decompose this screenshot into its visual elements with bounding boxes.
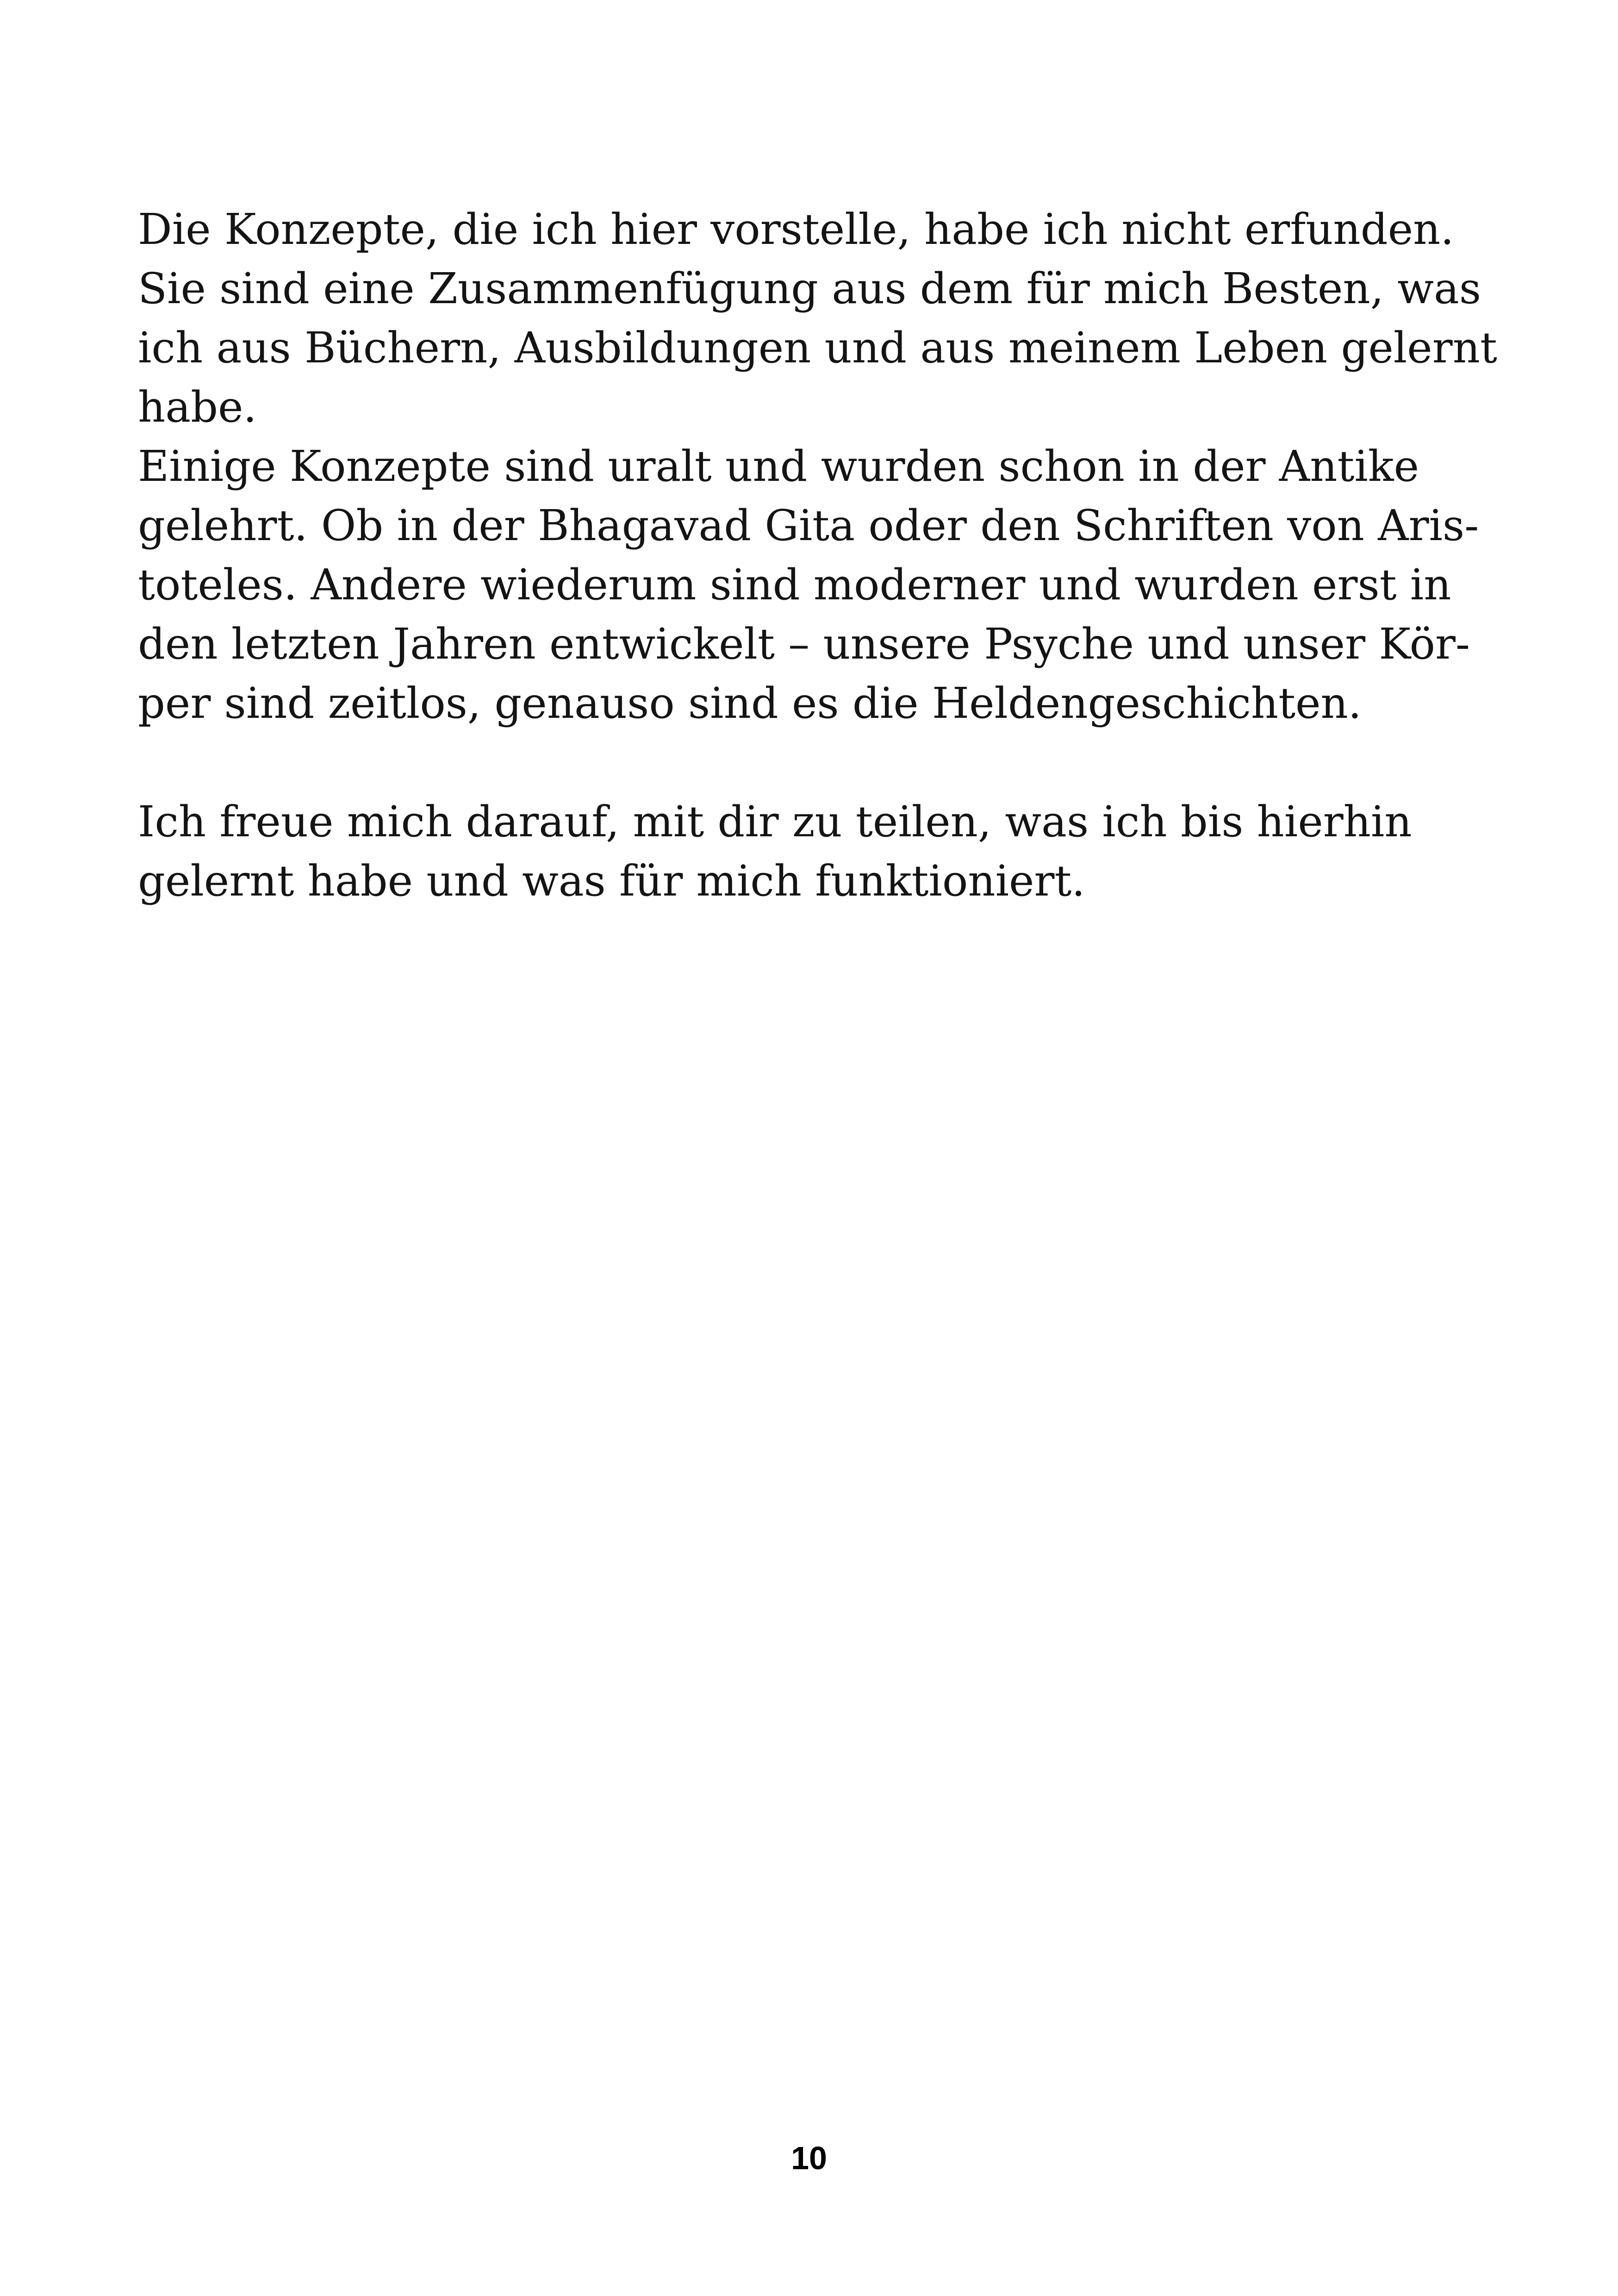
text-line: Die Konzepte, die ich hier vorstelle, habe ich nicht erfunden.	[138, 205, 1454, 254]
paragraph-2	[138, 437, 1479, 733]
paragraph-1	[138, 200, 1497, 437]
text-line: toteles. Andere wiederum sind moderner und wurden erst in	[138, 560, 1451, 610]
paragraph-spacer	[138, 733, 1369, 792]
text-line: gelernt habe und was für mich funktioniert.	[138, 856, 1085, 906]
text-line: habe.	[138, 382, 257, 432]
page-number: 10	[791, 2140, 827, 2176]
text-line: Einige Konzepte sind uralt und wurden schon in der Antike	[138, 442, 1419, 491]
text-line: per sind zeitlos, genauso sind es die Heldengeschichten.	[138, 678, 1362, 728]
text-line: gelehrt. Ob in der Bhagavad Gita oder den Schriften von Aris-	[138, 501, 1479, 550]
body-text	[138, 200, 1497, 911]
text-line: Ich freue mich darauf, mit dir zu teilen, was ich bis hierhin	[138, 797, 1412, 846]
text-line: den letzten Jahren entwickelt – unsere Psyche und unser Kör-	[138, 619, 1470, 669]
text-line: ich aus Büchern, Ausbildungen und aus meinem Leben gelernt	[138, 323, 1497, 373]
text-line: Sie sind eine Zusammenfügung aus dem für mich Besten, was	[138, 264, 1481, 313]
paragraph-3	[138, 792, 1412, 911]
